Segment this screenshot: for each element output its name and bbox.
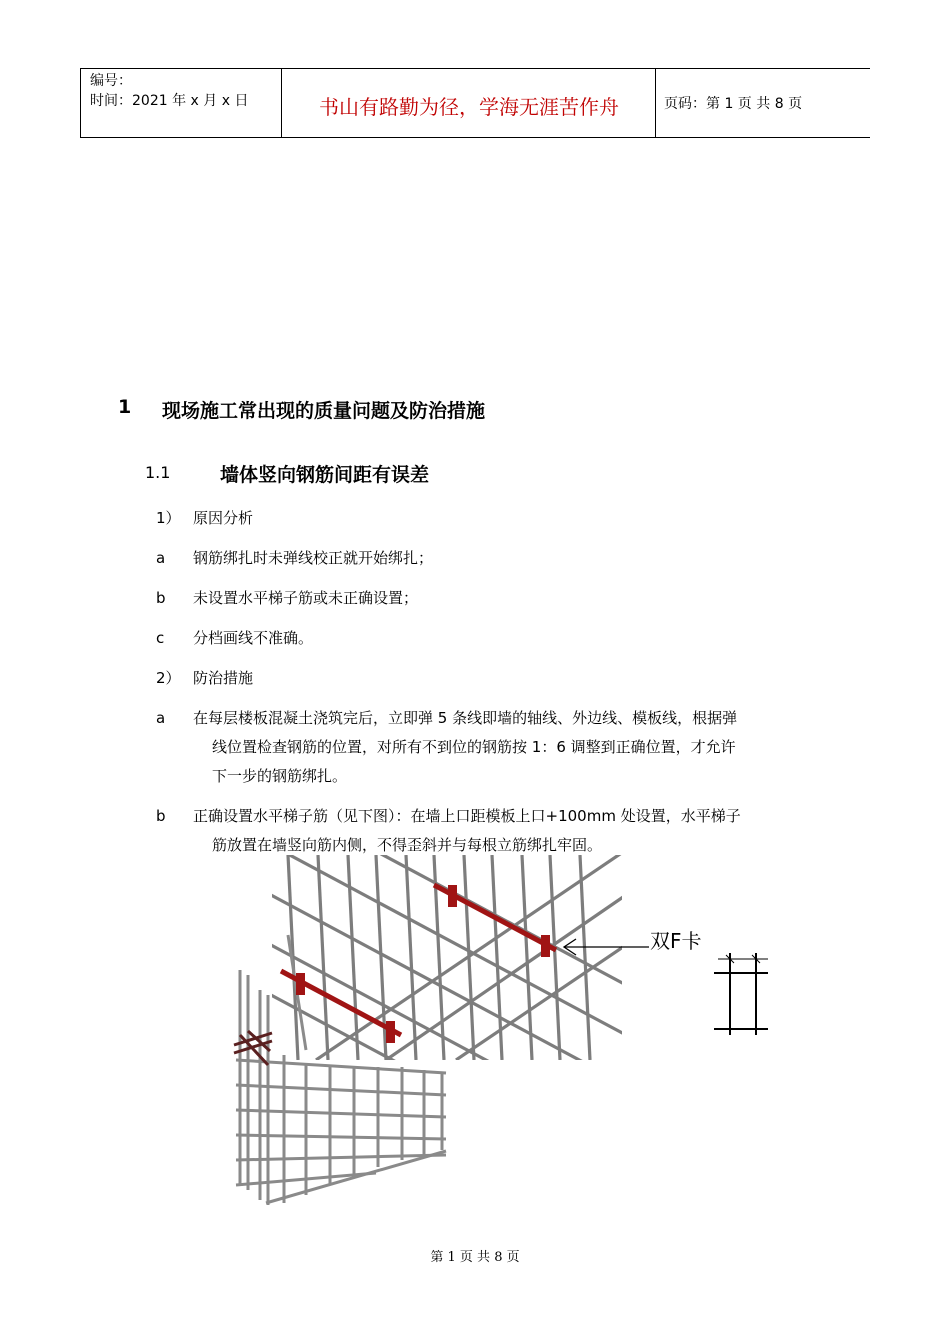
cause-a-marker: a [156,549,166,567]
measures-a-line-3: 下一步的钢筋绑扎。 [212,767,348,785]
page-header [80,68,870,138]
header-page-info: 页码：第 1 页 共 8 页 [664,96,803,112]
measures-a-line-2: 线位置检查钢筋的位置，对所有不到位的钢筋按 1：6 调整到正确位置，才允许 [212,738,736,756]
clip-detail-dimension [718,955,768,963]
measures-b-marker: b [156,807,166,825]
cause-number: 1） [156,509,181,527]
header-meta [90,71,248,111]
measures-a-line-1: 在每层楼板混凝土浇筑完后，立即弹 5 条线即墙的轴线、外边线、模板线，根据弹 [193,709,738,727]
measures-number: 2） [156,669,181,687]
page-footer: 第 1 页 共 8 页 [430,1250,520,1265]
section-1-1-title: 墙体竖向钢筋间距有误差 [220,464,430,486]
section-1-title: 现场施工常出现的质量问题及防治措施 [162,400,486,422]
header-motto: 书山有路勤为径，学海无涯苦作舟 [319,95,619,119]
measures-heading: 防治措施 [193,669,254,687]
cause-a-text: 钢筋绑扎时未弹线校正就开始绑扎； [193,549,434,567]
measures-b-line-2: 筋放置在墙竖向筋内侧，不得歪斜并与每根立筋绑扎牢固。 [212,836,603,854]
header-date: 时间：2021 年 x 月 x 日 [90,93,249,109]
cause-b-text: 未设置水平梯子筋或未正确设置； [193,589,419,607]
header-number-label: 编号： [90,73,132,89]
ladder-bar-figure [226,855,786,1215]
measures-a-marker: a [156,709,166,727]
cause-b-marker: b [156,589,166,607]
double-f-clips [296,885,550,1043]
callout-label: 双F卡 [650,929,702,953]
section-1-1-number: 1.1 [145,463,171,482]
cause-heading: 原因分析 [193,509,254,527]
section-1-number: 1 [118,396,132,418]
cause-c-text: 分档画线不准确。 [193,629,314,647]
clip-detail [714,953,768,1035]
cause-c-marker: c [156,629,165,647]
callout-leader [564,939,649,955]
header-border-left [80,69,81,137]
measures-b-line-1: 正确设置水平梯子筋（见下图）：在墙上口距模板上口+100mm 处设置，水平梯子 [193,807,741,825]
